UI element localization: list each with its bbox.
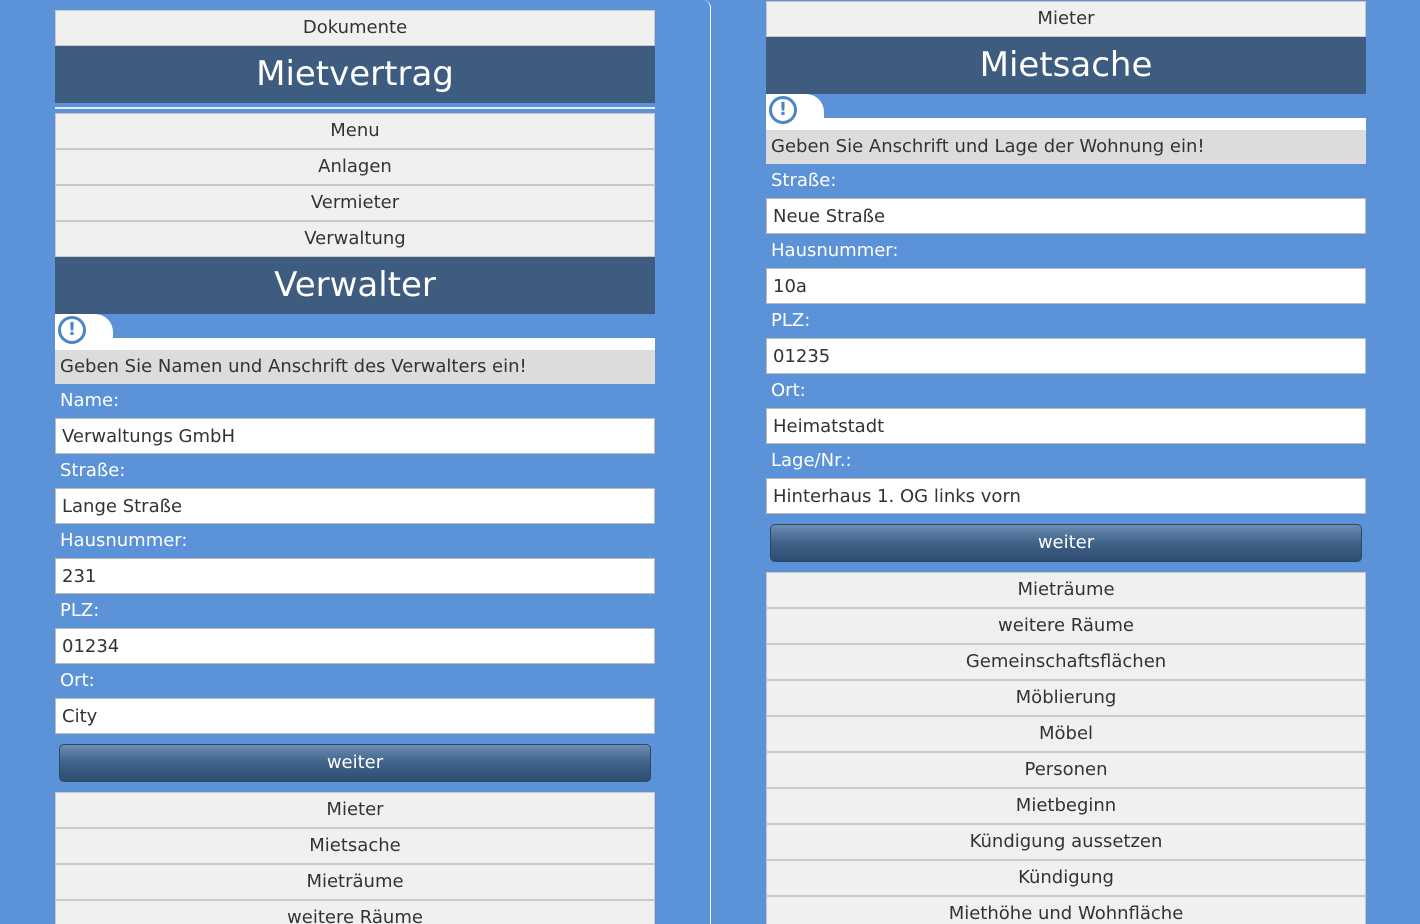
next-button[interactable]: weiter bbox=[59, 744, 651, 782]
nav-item-menu[interactable]: Menu bbox=[55, 113, 655, 149]
ort-input[interactable] bbox=[766, 408, 1366, 444]
hausnummer-input[interactable] bbox=[766, 268, 1366, 304]
notice-box bbox=[766, 94, 1366, 164]
lage-label: Lage/Nr.: bbox=[771, 450, 852, 471]
left-column bbox=[55, 10, 655, 924]
nav-item-mieter[interactable]: Mieter bbox=[766, 1, 1366, 37]
nav-item-weitere-raeume[interactable]: weitere Räume bbox=[766, 608, 1366, 644]
ort-label: Ort: bbox=[60, 670, 95, 691]
nav-item-dokumente[interactable]: Dokumente bbox=[55, 10, 655, 46]
plz-input[interactable] bbox=[766, 338, 1366, 374]
plz-label: PLZ: bbox=[60, 600, 100, 621]
nav-item-kuendigung-aussetzen[interactable]: Kündigung aussetzen bbox=[766, 824, 1366, 860]
hausnummer-label: Hausnummer: bbox=[60, 530, 188, 551]
nav-item-moeblierung[interactable]: Möblierung bbox=[766, 680, 1366, 716]
divider bbox=[55, 103, 655, 113]
notice-text: Geben Sie Anschrift und Lage der Wohnung ein! bbox=[766, 130, 1366, 164]
lage-input[interactable] bbox=[766, 478, 1366, 514]
nav-item-mieter[interactable]: Mieter bbox=[55, 792, 655, 828]
name-label: Name: bbox=[60, 390, 120, 411]
ort-label: Ort: bbox=[771, 380, 806, 401]
notice-box bbox=[55, 314, 655, 384]
section-title: Mietsache bbox=[766, 37, 1366, 94]
strasse-input[interactable] bbox=[766, 198, 1366, 234]
ort-input[interactable] bbox=[55, 698, 655, 734]
name-input[interactable] bbox=[55, 418, 655, 454]
notice-text: Geben Sie Namen und Anschrift des Verwalters ein! bbox=[55, 350, 655, 384]
section-title: Verwalter bbox=[55, 257, 655, 314]
nav-item-miethoehe-wohnflaeche[interactable]: Miethöhe und Wohnfläche bbox=[766, 896, 1366, 924]
nav-item-vermieter[interactable]: Vermieter bbox=[55, 185, 655, 221]
nav-item-mietsache[interactable]: Mietsache bbox=[55, 828, 655, 864]
nav-item-moebel[interactable]: Möbel bbox=[766, 716, 1366, 752]
nav-item-gemeinschaftsflaechen[interactable]: Gemeinschaftsflächen bbox=[766, 644, 1366, 680]
nav-item-anlagen[interactable]: Anlagen bbox=[55, 149, 655, 185]
nav-item-mietbeginn[interactable]: Mietbeginn bbox=[766, 788, 1366, 824]
nav-item-weitere-raeume[interactable]: weitere Räume bbox=[55, 900, 655, 924]
hausnummer-input[interactable] bbox=[55, 558, 655, 594]
right-column bbox=[766, 1, 1366, 924]
nav-item-personen[interactable]: Personen bbox=[766, 752, 1366, 788]
strasse-label: Straße: bbox=[60, 460, 126, 481]
next-button[interactable]: weiter bbox=[770, 524, 1362, 562]
nav-item-mietraeume[interactable]: Mieträume bbox=[55, 864, 655, 900]
right-panel bbox=[711, 0, 1420, 924]
strasse-label: Straße: bbox=[771, 170, 837, 191]
page-title: Mietvertrag bbox=[55, 46, 655, 103]
hausnummer-label: Hausnummer: bbox=[771, 240, 899, 261]
nav-item-verwaltung[interactable]: Verwaltung bbox=[55, 221, 655, 257]
strasse-input[interactable] bbox=[55, 488, 655, 524]
exclamation-circle-icon: ! bbox=[769, 96, 797, 124]
exclamation-circle-icon: ! bbox=[58, 316, 86, 344]
plz-input[interactable] bbox=[55, 628, 655, 664]
nav-item-mietraeume[interactable]: Mieträume bbox=[766, 572, 1366, 608]
plz-label: PLZ: bbox=[771, 310, 811, 331]
nav-item-kuendigung[interactable]: Kündigung bbox=[766, 860, 1366, 896]
